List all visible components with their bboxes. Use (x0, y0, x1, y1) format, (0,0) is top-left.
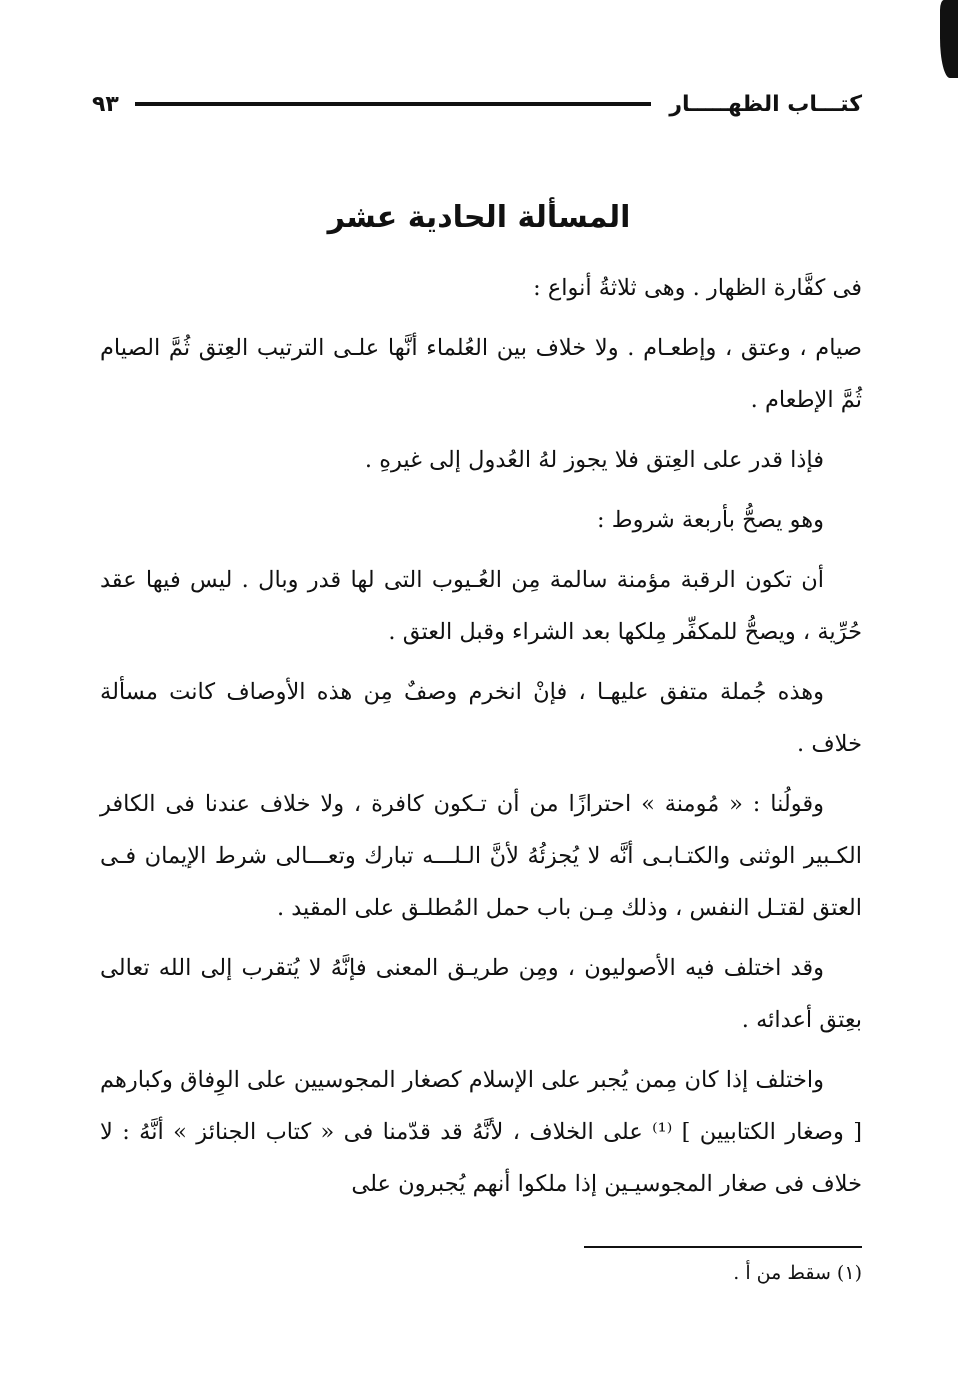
paragraph: واختلف إذا كان مِمن يُجبر على الإسلام كصغار المجوسيين على الوِفاق وكبارهم [ وصغار الكتابيين ] ⁽¹⁾ على الخلاف ، لأنَّهُ قد قدّمنا فى « كتاب الجنائز » أنَّهُ : لا خلاف فى صغار المجوسيـين إذا ملكوا أنهم يُجبرون على (100, 1067, 862, 1197)
paragraph: فإذا قدر على العِتق فلا يجوز لهُ العُدول إلى غيرهِ . (364, 447, 824, 473)
paragraph: وقولُنا : « مُومنة » احترازًا من أن تـكون كافرة ، ولا خلاف عندنا فى الكافر الكـبير الوثنى والكتـابـى أنَّه لا يُجزئُهُ لأنَّ الـلـــه تبارك وتعـــالى شرط الإيمان فـى العتق لقتـل النفس ، وذلك مِـن باب حمل المُطلـق على المقيد . (100, 791, 862, 921)
paragraph: أن تكون الرقبة مؤمنة سالمة مِن العُـيوب التى لها قدر وبال . ليس فيها عقد حُرِّية ، ويصحُّ للمكفِّر مِلكها بعد الشراء وقبل العتق . (100, 567, 862, 645)
body-text (100, 262, 862, 1218)
footnote-rule (584, 1246, 862, 1248)
page-number: ٩٣ (92, 91, 119, 117)
paragraph: صيام ، وعتق ، وإطعـام . ولا خلاف بين العُلماء أنَّها علـى الترتيب العِتق ثُمَّ الصيام ثُمَّ الإطعام . (100, 335, 862, 413)
paragraph: وهذه جُملة متفق عليهـا ، فإنْ انخرم وصفٌ مِن هذه الأوصاف كانت مسألة خلاف . (100, 679, 862, 757)
paragraph: وهو يصحُّ بأربعة شروط : (597, 507, 824, 533)
header-rule (135, 102, 652, 106)
footnote: (١) سقط من أ . (733, 1262, 862, 1284)
paragraph: فى كفَّارة الظهار . وهى ثلاثةُ أنواع : (533, 275, 862, 301)
chapter-title: المسألة الحادية عشر (327, 200, 631, 235)
paragraph: وقد اختلف فيه الأصوليون ، ومِن طريـق المعنى فإنَّهُ لا يُتقرب إلى الله تعالى بعِتق أعدائه . (100, 955, 862, 1033)
page-header (92, 82, 862, 126)
running-title: كتـــاب الظهـــــار (669, 91, 862, 117)
scan-edge-mark (940, 0, 958, 78)
